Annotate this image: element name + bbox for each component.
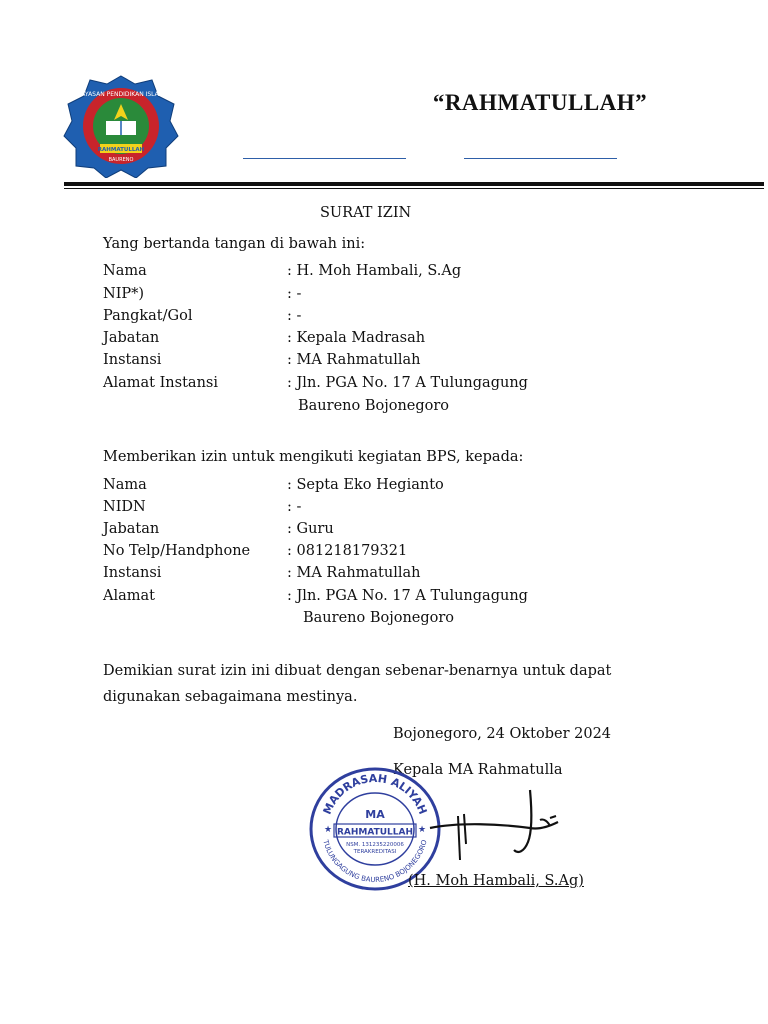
logo-banner-text: RAHMATULLAH	[97, 147, 145, 153]
header-line-right	[464, 158, 617, 159]
signatory-address-cont: Baureno Bojonegoro	[298, 398, 450, 414]
signatory-label-address: Alamat Instansi	[103, 375, 218, 391]
stamp-nsm: NSM. 131235220006	[346, 842, 404, 848]
signature	[420, 782, 600, 872]
recipient-value-address: : Jln. PGA No. 17 A Tulungagung	[287, 588, 528, 604]
signatory-label-name: Nama	[103, 263, 147, 279]
recipient-value-name: : Septa Eko Hegianto	[287, 477, 444, 493]
letterhead-rule	[64, 182, 764, 186]
signatory-label-position: Jabatan	[103, 330, 160, 346]
school-logo	[62, 74, 180, 178]
recipient-value-position: : Guru	[287, 521, 334, 537]
signatory-label-nip: NIP*)	[103, 286, 145, 302]
letter-title: SURAT IZIN	[320, 205, 412, 221]
signer-name: (H. Moh Hambali, S.Ag)	[408, 873, 584, 889]
logo-place-text: BAURENO	[108, 157, 134, 163]
stamp-name: RAHMATULLAH	[336, 827, 414, 838]
stamp-ma: MA	[365, 808, 385, 821]
place-date: Bojonegoro, 24 Oktober 2024	[393, 726, 612, 742]
recipient-value-phone: : 081218179321	[287, 543, 408, 559]
signatory-label-institution: Instansi	[103, 352, 162, 368]
signatory-label-rank: Pangkat/Gol	[103, 308, 193, 324]
logo-ring-text: YAYASAN PENDIDIKAN ISLAM	[78, 91, 164, 98]
school-name: “RAHMATULLAH”	[432, 90, 648, 115]
recipient-label-address: Alamat	[103, 588, 155, 604]
stamp-status: TERAKREDITASI	[353, 849, 397, 855]
recipient-label-nidn: NIDN	[103, 499, 146, 515]
recipient-value-nidn: : -	[287, 499, 302, 515]
recipient-label-name: Nama	[103, 477, 147, 493]
header-line-left	[243, 158, 406, 159]
signatory-value-name: : H. Moh Hambali, S.Ag	[287, 263, 462, 279]
signatory-value-position: : Kepala Madrasah	[287, 330, 426, 346]
closing-line-1: Demikian surat izin ini dibuat dengan sebenar-benarnya untuk dapat	[103, 663, 612, 679]
recipient-label-institution: Instansi	[103, 565, 162, 581]
recipient-label-position: Jabatan	[103, 521, 160, 537]
signatory-value-rank: : -	[287, 308, 302, 324]
permission-intro: Memberikan izin untuk mengikuti kegiatan BPS, kepada:	[103, 449, 524, 465]
recipient-address-cont: Baureno Bojonegoro	[303, 610, 455, 626]
signatory-value-nip: : -	[287, 286, 302, 302]
stamp-star-left-icon: ★	[324, 825, 333, 835]
stamp-bottom-text: TULUNGAGUNG BAURENO BOJONEGORO	[321, 838, 429, 885]
signatory-value-institution: : MA Rahmatullah	[287, 352, 421, 368]
signatory-value-address: : Jln. PGA No. 17 A Tulungagung	[287, 375, 528, 391]
recipient-value-institution: : MA Rahmatullah	[287, 565, 421, 581]
stamp-star-right-icon: ★	[418, 825, 427, 835]
letterhead-rule-thin	[64, 188, 764, 189]
signer-position: Kepala MA Rahmatulla	[393, 762, 563, 778]
stamp-top-text: MADRASAH ALIYAH	[320, 771, 430, 817]
closing-line-2: digunakan sebagaimana mestinya.	[103, 689, 358, 705]
recipient-label-phone: No Telp/Handphone	[103, 543, 251, 559]
intro-text: Yang bertanda tangan di bawah ini:	[103, 236, 366, 252]
